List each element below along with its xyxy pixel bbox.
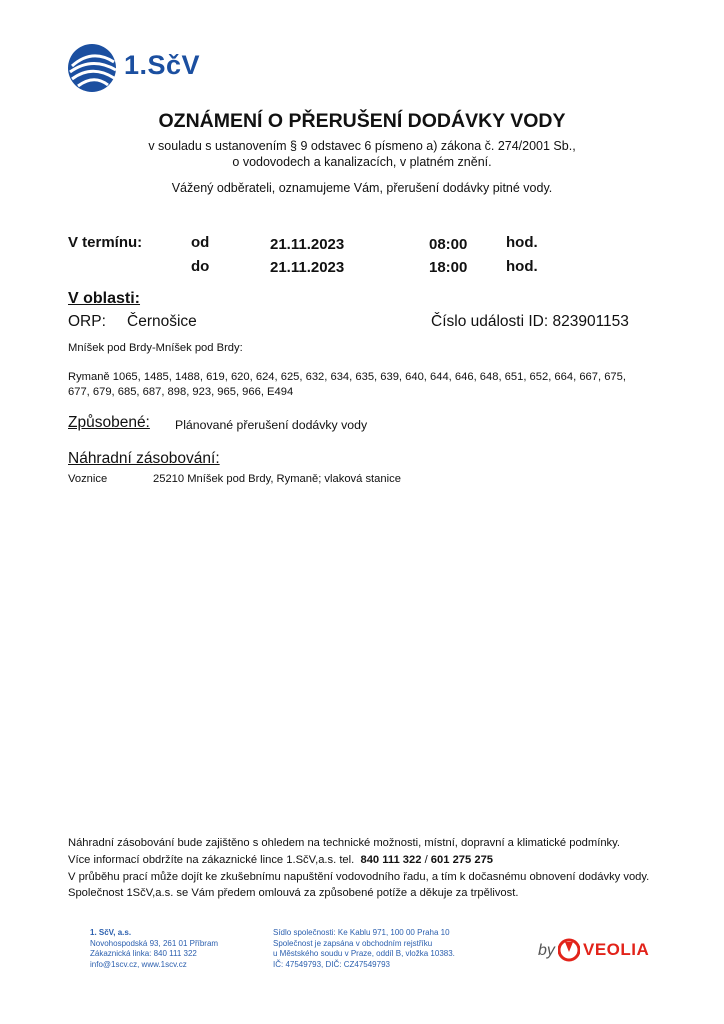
- phone-separator: /: [424, 854, 428, 866]
- veolia-text: VEOLIA: [583, 940, 650, 959]
- cause-value: Plánované přerušení dodávky vody: [175, 418, 368, 432]
- supply-type: Voznice: [68, 473, 108, 485]
- locality: Mníšek pod Brdy-Mníšek pod Brdy:: [68, 342, 243, 354]
- company-seat: Sídlo společnosti: Ke Kablu 971, 100 00 Praha 10: [273, 928, 450, 937]
- footer-note-1: Náhradní zásobování bude zajištěno s ohledem na technické možnosti, místní, dopravní a klimatické podmínky.: [68, 837, 620, 849]
- logo-text: 1.SčV: [124, 50, 201, 80]
- company-name: 1. SčV, a.s.: [90, 928, 132, 937]
- phone-1: 840 111 322: [360, 854, 422, 866]
- event-id: Číslo události ID: 823901153: [431, 313, 629, 330]
- company-info-col-1: [90, 928, 218, 970]
- footer-note-4: Společnost 1SčV,a.s. se Vám předem omlouvá za způsobené potíže a děkuje za trpělivost.: [68, 887, 519, 899]
- term-to-prefix: do: [191, 258, 210, 275]
- company-info-col-2: [273, 928, 455, 970]
- company-logo: [66, 42, 226, 94]
- company-court: u Městského soudu v Praze, oddíl B, vložka 10383.: [273, 949, 455, 958]
- term-from-unit: hod.: [506, 234, 538, 251]
- term-from-prefix: od: [191, 234, 210, 251]
- company-address: Novohospodská 93, 261 01 Příbram: [90, 938, 219, 948]
- company-registry: Společnost je zapsána v obchodním rejstříku: [273, 938, 433, 948]
- legal-line-2: o vodovodech a kanalizacích, v platném znění.: [232, 155, 492, 169]
- by-text: by: [538, 942, 555, 959]
- footer-note-2: [68, 854, 493, 866]
- term-to-time: 18:00: [429, 259, 468, 276]
- company-contact: info@1scv.cz, www.1scv.cz: [90, 959, 187, 969]
- footer-note-3: V průběhu prací může dojít ke zkušebnímu napuštění vodovodního řadu, a tím k dočasnému obnovení dodávky vody.: [68, 871, 650, 883]
- orp-value: Černošice: [127, 313, 197, 330]
- term-from-time: 08:00: [429, 236, 468, 253]
- page-title: OZNÁMENÍ O PŘERUŠENÍ DODÁVKY VODY: [158, 110, 566, 132]
- term-to-unit: hod.: [506, 258, 538, 275]
- addresses-line-1: Rymaně 1065, 1485, 1488, 619, 620, 624, 625, 632, 634, 635, 639, 640, 644, 646, 648, 651, 652, 664, 667, 675,: [68, 371, 626, 383]
- addresses-line-2: 677, 679, 685, 687, 898, 923, 965, 966, E494: [68, 386, 294, 398]
- legal-line-1: v souladu s ustanovením § 9 odstavec 6 písmeno a) zákona č. 274/2001 Sb.,: [148, 139, 576, 153]
- company-ids: IČ: 47549793, DIČ: CZ47549793: [273, 959, 390, 969]
- veolia-logo-icon: [558, 938, 580, 962]
- cause-label: Způsobené:: [68, 414, 150, 431]
- footer-note-2-prefix: Více informací obdržíte na zákaznické lince 1.SčV,a.s. tel.: [68, 854, 355, 866]
- greeting: Vážený odběrateli, oznamujeme Vám, přerušení dodávky pitné vody.: [171, 181, 553, 195]
- term-label: V termínu:: [68, 234, 143, 251]
- term-from-date: 21.11.2023: [270, 236, 345, 253]
- water-drop-logo-icon: [66, 42, 120, 94]
- phone-2: 601 275 275: [430, 854, 494, 866]
- supply-label: Náhradní zásobování:: [68, 450, 220, 467]
- supply-place: 25210 Mníšek pod Brdy, Rymaně; vlaková stanice: [153, 473, 401, 485]
- company-hotline: Zákaznická linka: 840 111 322: [90, 949, 197, 958]
- orp-label: ORP:: [68, 313, 106, 330]
- term-to-date: 21.11.2023: [270, 259, 345, 276]
- area-label: V oblasti:: [68, 290, 141, 307]
